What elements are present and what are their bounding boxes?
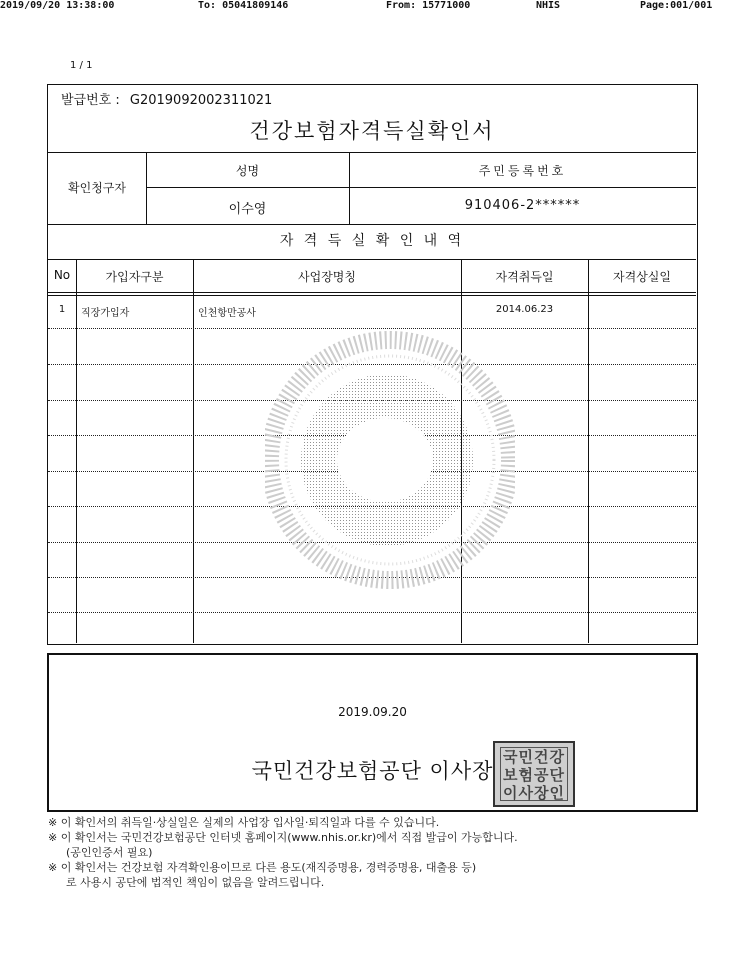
note-line: 로 사용시 공단에 법적인 책임이 없음을 알려드립니다. — [66, 876, 325, 889]
fax-sender: NHIS — [536, 0, 561, 11]
issue-number-label: 발급번호 : — [61, 93, 120, 108]
row-separator — [48, 471, 696, 472]
applicant-rrn: 910406-2****** — [464, 198, 581, 213]
column-header-type: 가입자구분 — [105, 270, 164, 284]
row-separator — [48, 364, 696, 365]
divider — [48, 224, 696, 225]
issue-number: G2019092002311021 — [129, 93, 273, 108]
fax-from: From: 15771000 — [386, 0, 471, 11]
issue-number-line — [61, 89, 272, 108]
row-no: 1 — [58, 304, 66, 315]
note-line: ※ 이 확인서의 취득일·상실일은 실제의 사업장 입사일·퇴직일과 다를 수 있습니다. — [48, 816, 440, 829]
note-line: (공인인증서 필요) — [66, 846, 153, 859]
divider — [146, 187, 696, 188]
notes — [48, 815, 738, 890]
row-separator — [48, 435, 696, 436]
column-divider — [76, 259, 77, 643]
issuer-name: 국민건강보험공단 이사장 — [251, 759, 494, 783]
row-separator — [48, 328, 696, 329]
row-member-type: 직장가입자 — [81, 308, 130, 319]
applicant-label: 확인청구자 — [68, 181, 126, 195]
issue-section — [47, 653, 698, 812]
column-header-no: No — [53, 268, 71, 282]
certificate-form — [47, 84, 698, 645]
document-title: 건강보험자격득실확인서 — [249, 119, 495, 143]
rrn-header: 주민등록번호 — [478, 164, 567, 178]
note-line: ※ 이 확인서는 건강보험 자격확인용이므로 다른 용도(재직증명용, 경력증명용, 대출용 등) — [48, 861, 477, 874]
divider — [48, 292, 696, 293]
row-separator — [48, 506, 696, 507]
row-workplace: 인천항만공사 — [198, 308, 256, 319]
issue-date: 2019.09.20 — [338, 705, 407, 719]
column-header-lost: 자격상실일 — [613, 270, 671, 284]
page-mark: 1 / 1 — [70, 60, 93, 71]
fax-datetime: 2019/09/20 13:38:00 — [0, 0, 115, 11]
history-title: 자 격 득 실 확 인 내 역 — [279, 233, 465, 249]
note-line: ※ 이 확인서는 국민건강보험공단 인터넷 홈페이지(www.nhis.or.kr)에서 직접 발급이 가능합니다. — [48, 831, 518, 844]
divider — [48, 295, 696, 296]
column-header-workplace: 사업장명칭 — [298, 270, 356, 284]
applicant-name: 이수영 — [228, 202, 267, 217]
column-divider — [588, 259, 589, 643]
fax-page: Page:001/001 — [640, 0, 713, 11]
row-separator — [48, 400, 696, 401]
divider — [48, 259, 696, 260]
row-separator — [48, 577, 696, 578]
column-divider — [461, 259, 462, 643]
fax-header — [0, 0, 742, 14]
row-acquired-date: 2014.06.23 — [495, 304, 554, 315]
official-seal-text: 국민건강보험공단이사장인 — [500, 747, 568, 801]
row-separator — [48, 612, 696, 613]
column-header-acquired: 자격취득일 — [495, 270, 554, 284]
column-divider — [193, 259, 194, 643]
row-separator — [48, 542, 696, 543]
fax-to: To: 05041809146 — [198, 0, 289, 11]
official-seal — [493, 741, 575, 807]
name-header: 성명 — [235, 164, 260, 178]
